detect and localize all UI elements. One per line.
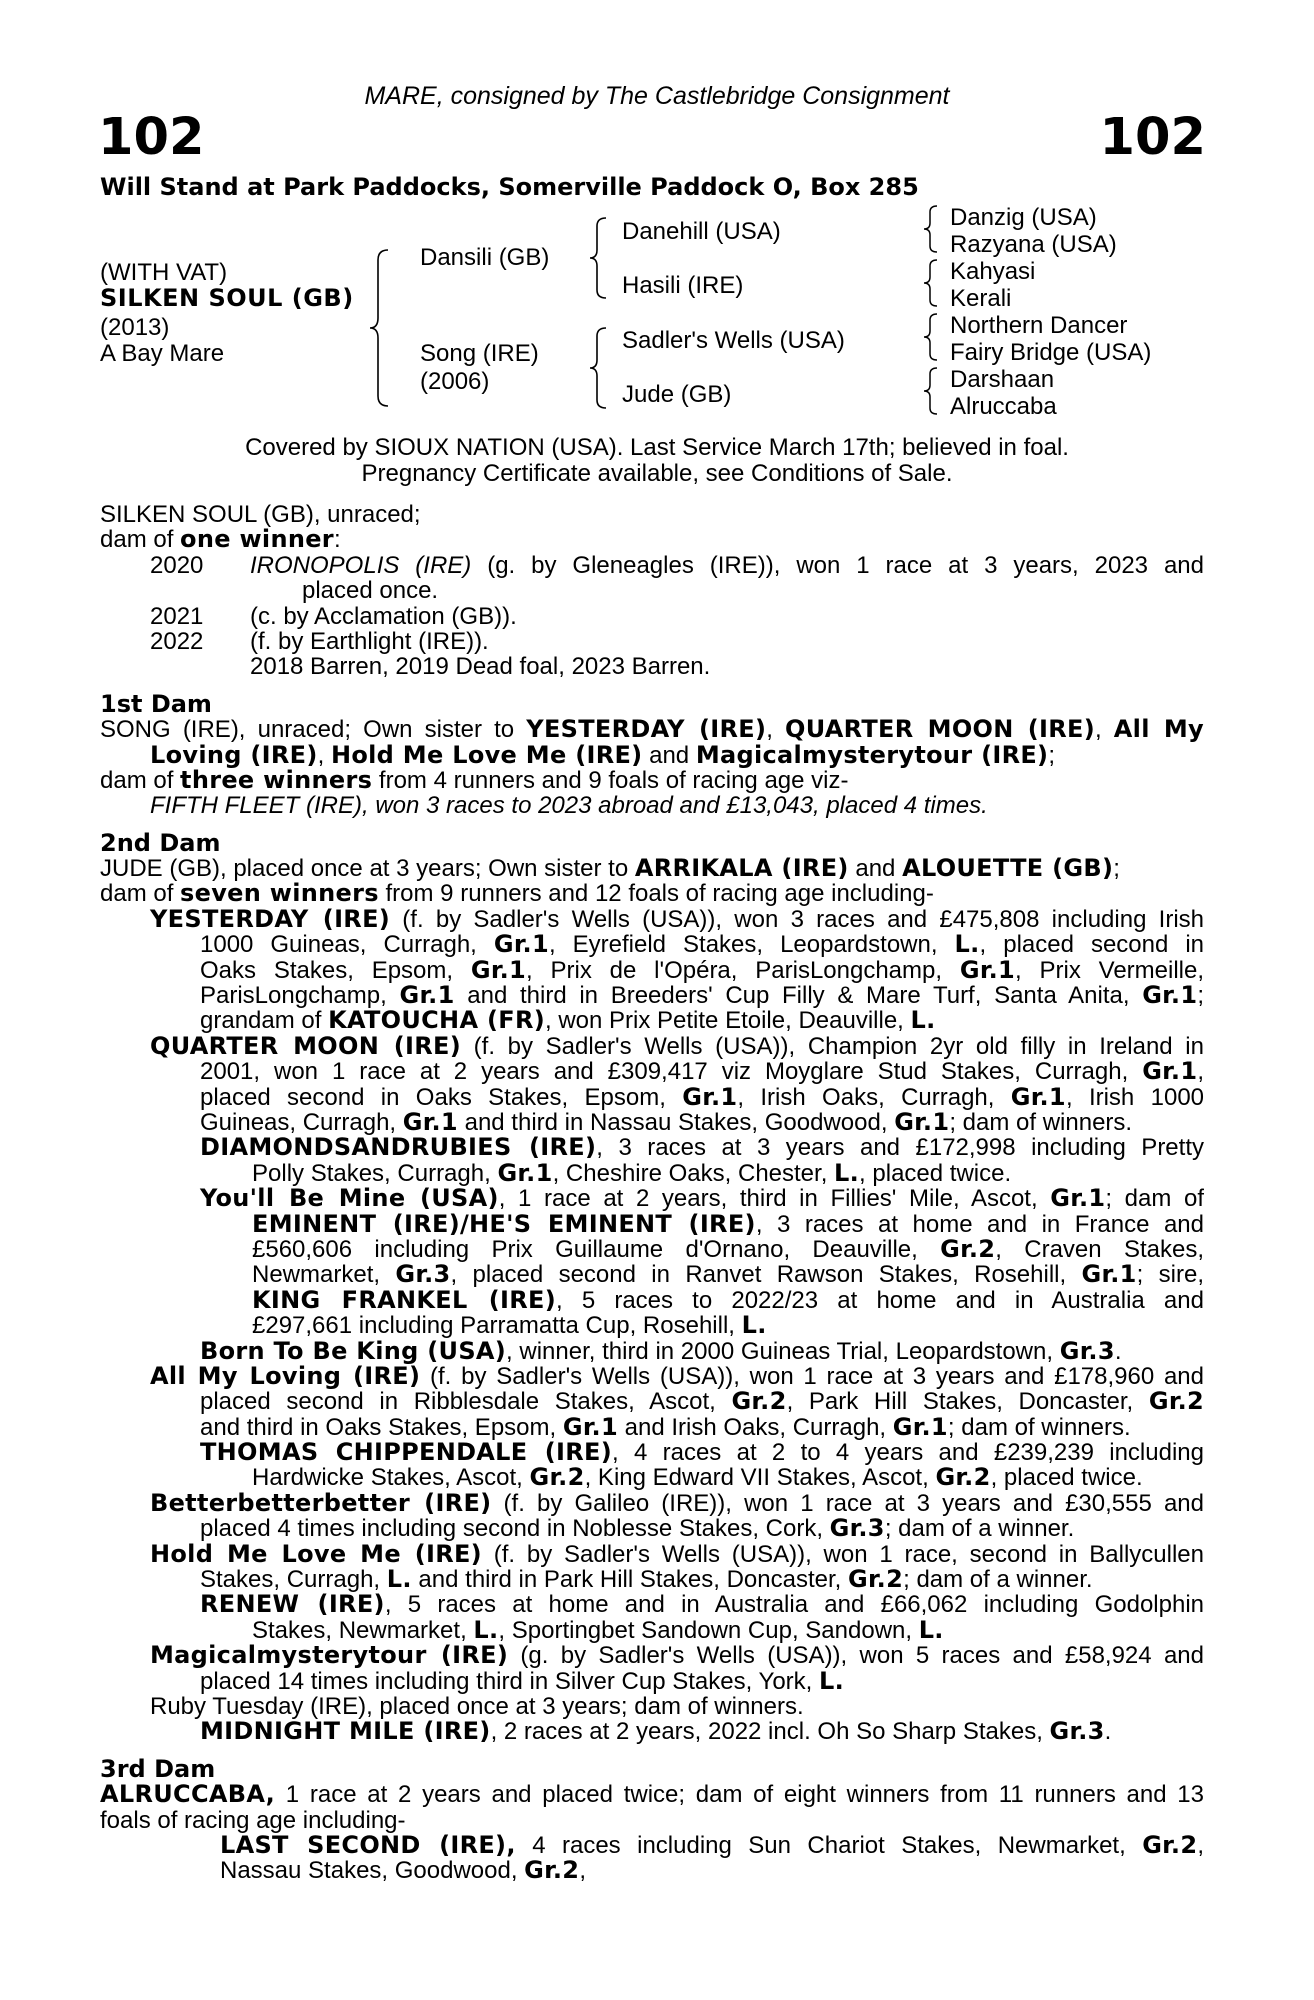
first-dam-heading: 1st Dam <box>100 689 212 718</box>
produce-text: 1000 Guineas, Curragh, Gr.1, Eyrefield Stakes, Leopardstown, L., placed second in <box>200 932 1204 958</box>
produce-midnight-mile: MIDNIGHT MILE (IRE), 2 races at 2 years, 2022 incl. Oh So Sharp Stakes, Gr.3. <box>200 1717 1112 1746</box>
produce-entry: 2020 IRONOPOLIS (IRE) (g. by Gleneagles (IRE)), won 1 race at 3 years, 2023 and <box>150 551 1204 579</box>
produce-last-second: LAST SECOND (IRE), 4 races including Sun Chariot Stakes, Newmarket, Gr.2, <box>220 1832 1204 1859</box>
dam-sire: Sadler's Wells (USA) <box>622 327 845 354</box>
g3-brace-1 <box>922 204 940 254</box>
third-dam-line: foals of racing age including- <box>100 1806 406 1834</box>
barren-record: 2018 Barren, 2019 Dead foal, 2023 Barren. <box>250 653 711 681</box>
produce-all-my-loving: All My Loving (IRE) (f. by Sadler's Wells (USA)), won 1 race at 3 years and £178,960 and <box>150 1363 1204 1390</box>
sire-name: Dansili (GB) <box>420 244 550 271</box>
produce-text: Hardwicke Stakes, Ascot, Gr.2, King Edward VII Stakes, Ascot, Gr.2, placed twice. <box>252 1463 1143 1492</box>
horse-name: SILKEN SOUL (GB) <box>100 284 354 312</box>
sire-sire: Danehill (USA) <box>622 218 781 245</box>
produce-text: Newmarket, Gr.3, placed second in Ranvet Rawson Stakes, Rosehill, Gr.1; sire, <box>252 1262 1204 1288</box>
lot-number-right: 102 <box>1099 108 1206 167</box>
g3-ancestor: Kerali <box>950 285 1012 312</box>
produce-text: placed 4 times including second in Noblesse Stakes, Cork, Gr.3; dam of a winner. <box>200 1514 1075 1543</box>
produce-text: £297,661 including Parramatta Cup, Rosehill, L. <box>252 1311 767 1340</box>
produce-magicalmysterytour: Magicalmysterytour (IRE) (g. by Sadler's Wells (USA)), won 5 races and £58,924 and <box>150 1643 1204 1669</box>
second-dam-heading: 2nd Dam <box>100 828 221 857</box>
produce-text: grandam of KATOUCHA (FR), won Prix Petite Etoile, Deauville, L. <box>200 1006 936 1035</box>
produce-entry: 2022 (f. by Earthlight (IRE)). <box>150 627 489 655</box>
g3-brace-2 <box>922 258 940 308</box>
vat-label: (WITH VAT) <box>100 259 228 286</box>
produce-ruby-tuesday: Ruby Tuesday (IRE), placed once at 3 years; dam of winners. <box>150 1692 804 1720</box>
produce-text: Polly Stakes, Curragh, Gr.1, Cheshire Oaks, Chester, L., placed twice. <box>252 1158 1012 1187</box>
produce-text: 2001, won 1 race at 2 years and £309,417 viz Moyglare Stud Stakes, Curragh, Gr.1, <box>200 1059 1204 1085</box>
pedigree-brace-main <box>368 248 392 408</box>
g3-ancestor: Razyana (USA) <box>950 231 1117 258</box>
produce-text: ParisLongchamp, Gr.1 and third in Breeders' Cup Filly & Mare Turf, Santa Anita, Gr.1; <box>200 983 1204 1009</box>
dam-brace <box>588 326 610 410</box>
produce-text: £560,606 including Prix Guillaume d'Ornano, Deauville, Gr.2, Craven Stakes, <box>252 1236 1204 1263</box>
produce-text: Oaks Stakes, Epsom, Gr.1, Prix de l'Opéra, ParisLongchamp, Gr.1, Prix Vermeille, <box>200 957 1204 984</box>
produce-renew: RENEW (IRE), 5 races at home and in Australia and £66,062 including Godolphin <box>200 1592 1204 1618</box>
sire-brace <box>588 216 610 300</box>
produce-text: Stakes, Newmarket, L., Sportingbet Sandown Cup, Sandown, L. <box>252 1615 944 1644</box>
stand-location: Will Stand at Park Paddocks, Somerville Paddock O, Box 285 <box>100 173 919 201</box>
sire-dam: Hasili (IRE) <box>622 272 744 299</box>
produce-text: and third in Oaks Stakes, Epsom, Gr.1 and Irish Oaks, Curragh, Gr.1; dam of winners. <box>200 1412 1131 1441</box>
third-dam-line: ALRUCCABA, 1 race at 2 years and placed twice; dam of eight winners from 11 runners and 13 <box>100 1782 1204 1808</box>
produce-born-to-be-king: Born To Be King (USA), winner, third in 2000 Guineas Trial, Leopardstown, Gr.3. <box>200 1336 1122 1365</box>
produce-yesterday: YESTERDAY (IRE) (f. by Sadler's Wells (USA)), won 3 races and £475,808 including Irish <box>150 906 1204 933</box>
g3-brace-3 <box>922 312 940 362</box>
produce-quarter-moon: QUARTER MOON (IRE) (f. by Sadler's Wells (USA)), Champion 2yr old filly in Ireland in <box>150 1033 1204 1060</box>
produce-text: placed second in Ribblesdale Stakes, Ascot, Gr.2, Park Hill Stakes, Doncaster, Gr.2 <box>200 1389 1204 1415</box>
produce-text: placed 14 times including third in Silver Cup Stakes, York, L. <box>200 1666 845 1695</box>
produce-text: Guineas, Curragh, Gr.1 and third in Nassau Stakes, Goodwood, Gr.1; dam of winners. <box>200 1107 1133 1136</box>
g3-ancestor: Darshaan <box>950 366 1055 393</box>
second-dam-line: JUDE (GB), placed once at 3 years; Own sister to ARRIKALA (IRE) and ALOUETTE (GB); <box>100 854 1120 883</box>
dam-year: (2006) <box>420 368 490 395</box>
horse-description: A Bay Mare <box>100 340 225 367</box>
first-dam-line: SONG (IRE), unraced; Own sister to YESTERDAY (IRE), QUARTER MOON (IRE), All My <box>100 717 1204 743</box>
catalogue-body <box>100 502 1204 1884</box>
g3-ancestor: Fairy Bridge (USA) <box>950 339 1152 366</box>
first-dam-line: dam of three winners from 4 runners and 9 foals of racing age viz- <box>100 765 849 794</box>
produce-text: Nassau Stakes, Goodwood, Gr.2, <box>220 1856 586 1885</box>
produce-eminent: EMINENT (IRE)/HE'S EMINENT (IRE), 3 races at home and in France and <box>252 1211 1204 1237</box>
produce-text: Stakes, Curragh, L. and third in Park Hill Stakes, Doncaster, Gr.2; dam of a winner. <box>200 1565 1093 1594</box>
produce-king-frankel: KING FRANKEL (IRE), 5 races to 2022/23 at home and in Australia and <box>252 1287 1204 1314</box>
second-dam-line: dam of seven winners from 9 runners and 12 foals of racing age including- <box>100 879 934 908</box>
first-dam-produce: FIFTH FLEET (IRE), won 3 races to 2023 abroad and £13,043, placed 4 times. <box>150 792 988 820</box>
produce-youll-be-mine: You'll Be Mine (USA), 1 race at 2 years, third in Fillies' Mile, Ascot, Gr.1; dam of <box>200 1186 1204 1212</box>
g3-ancestor: Northern Dancer <box>950 312 1128 339</box>
produce-entry: 2021 (c. by Acclamation (GB)). <box>150 602 517 630</box>
covered-line-2: Pregnancy Certificate available, see Conditions of Sale. <box>361 460 953 487</box>
dam-name: Song (IRE) <box>420 340 539 367</box>
produce-betterbetterbetter: Betterbetterbetter (IRE) (f. by Galileo (IRE)), won 1 race at 3 years and £30,555 and <box>150 1490 1204 1517</box>
mare-produce-summary: dam of one winner: <box>100 525 341 554</box>
horse-year: (2013) <box>100 314 170 341</box>
produce-thomas-chippendale: THOMAS CHIPPENDALE (IRE), 4 races at 2 to 4 years and £239,239 including <box>200 1440 1204 1466</box>
lot-number-left: 102 <box>98 108 205 167</box>
produce-entry-cont: placed once. <box>302 577 439 605</box>
consignor-line: MARE, consigned by The Castlebridge Consignment <box>364 82 950 110</box>
produce-diamondsandrubies: DIAMONDSANDRUBIES (IRE), 3 races at 3 years and £172,998 including Pretty <box>200 1135 1204 1161</box>
first-dam-line: Loving (IRE), Hold Me Love Me (IRE) and Magicalmysterytour (IRE); <box>150 740 1055 769</box>
g3-ancestor: Alruccaba <box>950 393 1057 420</box>
produce-text: placed second in Oaks Stakes, Epsom, Gr.1, Irish Oaks, Curragh, Gr.1, Irish 1000 <box>200 1084 1204 1110</box>
g3-ancestor: Kahyasi <box>950 258 1036 285</box>
covered-line-1: Covered by SIOUX NATION (USA). Last Service March 17th; believed in foal. <box>245 434 1069 461</box>
mare-summary: SILKEN SOUL (GB), unraced; <box>100 501 421 528</box>
g3-ancestor: Danzig (USA) <box>950 204 1097 231</box>
dam-dam: Jude (GB) <box>622 381 732 408</box>
produce-hold-me-love-me: Hold Me Love Me (IRE) (f. by Sadler's Wells (USA)), won 1 race, second in Ballycullen <box>150 1541 1204 1568</box>
third-dam-heading: 3rd Dam <box>100 1754 216 1783</box>
g3-brace-4 <box>922 366 940 416</box>
